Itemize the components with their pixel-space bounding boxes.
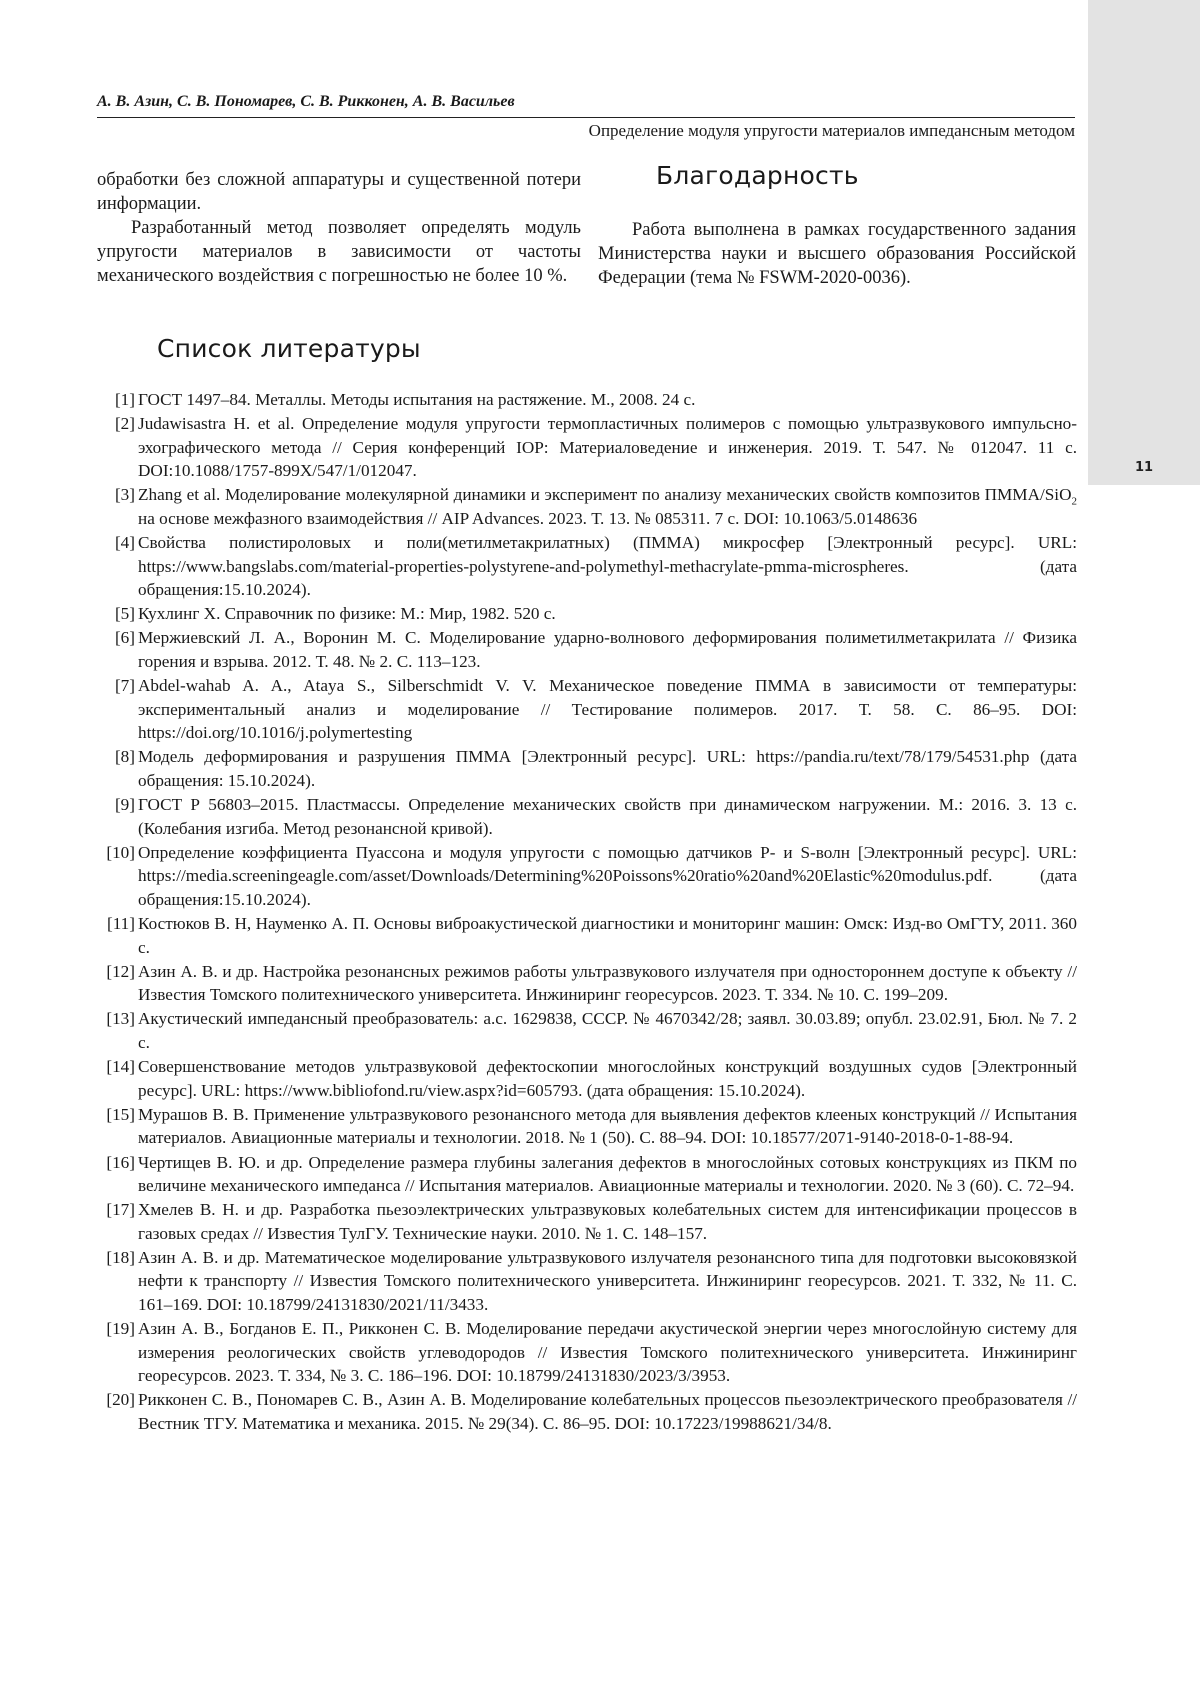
- reference-number: [8]: [114, 747, 135, 767]
- reference-item: [97, 1103, 1077, 1150]
- reference-number: [7]: [114, 676, 135, 696]
- reference-item: [97, 602, 1077, 626]
- reference-number: [5]: [114, 604, 135, 624]
- body-paragraph: Разработанный метод позволяет определять модуль упругости материалов в зависимости от частоты механического воздействия с погрешностью не более 10 %.: [97, 218, 581, 286]
- reference-number: [12]: [106, 961, 135, 981]
- reference-item: [97, 412, 1077, 483]
- reference-number: [19]: [106, 1319, 135, 1339]
- reference-number: [3]: [114, 485, 135, 505]
- reference-text: Модель деформирования и разрушения ПММА [Электронный ресурс]. URL: https://pandia.ru/text/78/179/54531.php (дата обращения: 15.10.2024).: [138, 747, 1077, 790]
- reference-number: [1]: [114, 390, 135, 409]
- reference-number: [2]: [114, 414, 135, 434]
- reference-item: [97, 674, 1077, 745]
- reference-text: Азин А. В. и др. Настройка резонансных режимов работы ультразвукового излучателя при одностороннем доступе к объекту // Известия Томского политехнического университета. Инжиниринг георесурсов. 2023. Т. 334. № 10. С. 199–209.: [138, 961, 1077, 1005]
- acknowledgements-title: Благодарность: [656, 161, 859, 190]
- reference-number: [6]: [114, 628, 135, 648]
- page-number: 11: [1134, 460, 1154, 475]
- side-tab-strip: [1088, 0, 1200, 485]
- reference-text: Акустический импедансный преобразователь: а.с. 1629838, СССР. № 4670342/28; заявл. 30.03.89; опубл. 23.02.91, Бюл. № 7. 2 с.: [138, 1009, 1077, 1053]
- reference-number: [15]: [106, 1104, 135, 1124]
- reference-text: Совершенствование методов ультразвуковой дефектоскопии многослойных конструкций воздушных судов [Электронный ресурс]. URL: https://www.bibliofond.ru/view.aspx?id=605793. (дата обращения: 15.10.2024).: [138, 1057, 1077, 1100]
- reference-item: [97, 745, 1077, 792]
- reference-text: Abdel-wahab A. A., Ataya S., Silberschmidt V. V. Механическое поведение ПММА в зависимости от температуры: экспериментальный анализ и моделирование // Тестирование полимеров. 2017. Т. 58. С. 86–95. DOI: https://doi.org/10.1016/j.polymertesting: [138, 676, 1077, 743]
- reference-number: [17]: [106, 1200, 135, 1220]
- reference-number: [4]: [114, 533, 135, 553]
- reference-item: [97, 1007, 1077, 1054]
- reference-number: [18]: [106, 1247, 135, 1267]
- reference-number: [13]: [106, 1009, 135, 1029]
- reference-item: [97, 1198, 1077, 1245]
- reference-text: ГОСТ Р 56803–2015. Пластмассы. Определение механических свойств при динамическом нагружении. М.: 2016. 3. 13 с. (Колебания изгиба. Метод резонансной кривой).: [138, 795, 1077, 838]
- running-title: Определение модуля упругости материалов импедансным методом: [588, 121, 1075, 140]
- header-rule: [97, 117, 1075, 118]
- reference-text: ГОСТ 1497–84. Металлы. Методы испытания на растяжение. М., 2008. 24 с.: [138, 390, 696, 409]
- reference-number: [20]: [106, 1390, 135, 1410]
- reference-text: Judawisastra H. et al. Определение модуля упругости термопластичных полимеров с помощью ультразвукового импульсно-эхографического метода // Серия конференций IOP: Материаловедение и инженерия. 2019. Т. 547. № 012047. 11 с. DOI:10.1088/1757-899X/547/1/012047.: [138, 414, 1077, 481]
- subscript: 2: [1071, 495, 1077, 508]
- acknowledgements-text: Работа выполнена в рамках государственного задания Министерства науки и высшего образования Российской Федерации (тема № FSWM-2020-0036).: [598, 220, 1076, 288]
- reference-item: [97, 912, 1077, 959]
- reference-text: Мурашов В. В. Применение ультразвукового резонансного метода для выявления дефектов клееных конструкций // Испытания материалов. Авиационные материалы и технологии. 2018. № 1 (50). С. 88–94. DOI: 10.18577/2071-9140-2018-0-1-88-94.: [138, 1104, 1077, 1148]
- reference-item: [97, 841, 1077, 912]
- reference-item: [97, 1151, 1077, 1198]
- reference-text: Костюков В. Н, Науменко А. П. Основы виброакустической диагностики и мониторинг машин: Омск: Изд-во ОмГТУ, 2011. 360 с.: [138, 914, 1077, 957]
- reference-list: [97, 388, 1077, 1436]
- reference-item: [97, 793, 1077, 840]
- reference-item: [97, 1388, 1077, 1435]
- reference-text: [138, 485, 1077, 528]
- references-title: Список литературы: [157, 334, 421, 363]
- reference-item: [97, 626, 1077, 673]
- reference-number: [9]: [114, 795, 135, 815]
- reference-item: [97, 483, 1077, 530]
- reference-item: [97, 1317, 1077, 1388]
- reference-text-part: Zhang et al. Моделирование молекулярной динамики и эксперимент по анализу механических свойств композитов ПММА/SiO: [138, 485, 1072, 505]
- reference-number: [10]: [106, 842, 135, 862]
- reference-item: [97, 388, 1077, 412]
- reference-number: [14]: [106, 1057, 135, 1077]
- reference-item: [97, 960, 1077, 1007]
- reference-item: [97, 1055, 1077, 1102]
- body-text-column: [97, 168, 581, 288]
- reference-item: [97, 531, 1077, 602]
- reference-text: Азин А. В. и др. Математическое моделирование ультразвукового излучателя резонансного типа для подготовки высоковязкой нефти к транспорту // Известия Томского политехнического университета. Инжиниринг георесурсов. 2021. Т. 332, № 11. С. 161–169. DOI: 10.18799/24131830/2021/11/3433.: [138, 1247, 1077, 1315]
- body-paragraph: обработки без сложной аппаратуры и существенной потери информации.: [97, 170, 581, 214]
- reference-text: Чертищев В. Ю. и др. Определение размера глубины залегания дефектов в многослойных сотовых конструкциях из ПКМ по величине механического импеданса // Испытания материалов. Авиационные материалы и технологии. 2020. № 3 (60). С. 72–94.: [138, 1152, 1077, 1196]
- reference-number: [11]: [107, 914, 135, 934]
- reference-text-part: на основе межфазного взаимодействия // AIP Advances. 2023. Т. 13. № 085311. 7 с. DOI: 10.1063/5.0148636: [138, 508, 918, 528]
- reference-text: Кухлинг Х. Справочник по физике: М.: Мир, 1982. 520 с.: [138, 604, 556, 624]
- reference-number: [16]: [106, 1152, 135, 1172]
- reference-text: Мержиевский Л. А., Воронин М. С. Моделирование ударно-волнового деформирования полиметилметакрилата // Физика горения и взрыва. 2012. Т. 48. № 2. С. 113–123.: [138, 628, 1077, 672]
- acknowledgements-section: [598, 160, 1076, 290]
- reference-text: Рикконен С. В., Пономарев С. В., Азин А. В. Моделирование колебательных процессов пьезоэлектрического преобразователя // Вестник ТГУ. Математика и механика. 2015. № 29(34). С. 86–95. DOI: 10.17223/19988621/34/8.: [138, 1390, 1077, 1434]
- reference-text: Свойства полистироловых и поли(метилметакрилатных) (ПММА) микросфер [Электронный ресурс]. URL: https://www.bangslabs.com/material-properties-polystyrene-and-polymethyl-methacrylate-pmma-microspheres. (дата обращения:15.10.2024).: [138, 533, 1077, 600]
- reference-text: Определение коэффициента Пуассона и модуля упругости с помощью датчиков P- и S-волн [Электронный ресурс]. URL: https://media.screeningeagle.com/asset/Downloads/Determining%20Poissons%20ratio%20and%20Elastic%20modulus.pdf. (дата обращения:15.10.2024).: [138, 842, 1077, 909]
- reference-item: [97, 1246, 1077, 1317]
- reference-text: Хмелев В. Н. и др. Разработка пьезоэлектрических ультразвуковых колебательных систем для интенсификации процессов в газовых средах // Известия ТулГУ. Технические науки. 2010. № 1. С. 148–157.: [138, 1200, 1077, 1243]
- reference-text: Азин А. В., Богданов Е. П., Рикконен С. В. Моделирование передачи акустической энергии через многослойную систему для измерения реологических свойств углеводородов // Известия Томского политехнического университета. Инжиниринг георесурсов. 2023. Т. 334, № 3. С. 186–196. DOI: 10.18799/24131830/2023/3/3953.: [138, 1319, 1077, 1386]
- running-authors: А. В. Азин, С. В. Пономарев, С. В. Рикконен, А. В. Васильев: [97, 93, 515, 110]
